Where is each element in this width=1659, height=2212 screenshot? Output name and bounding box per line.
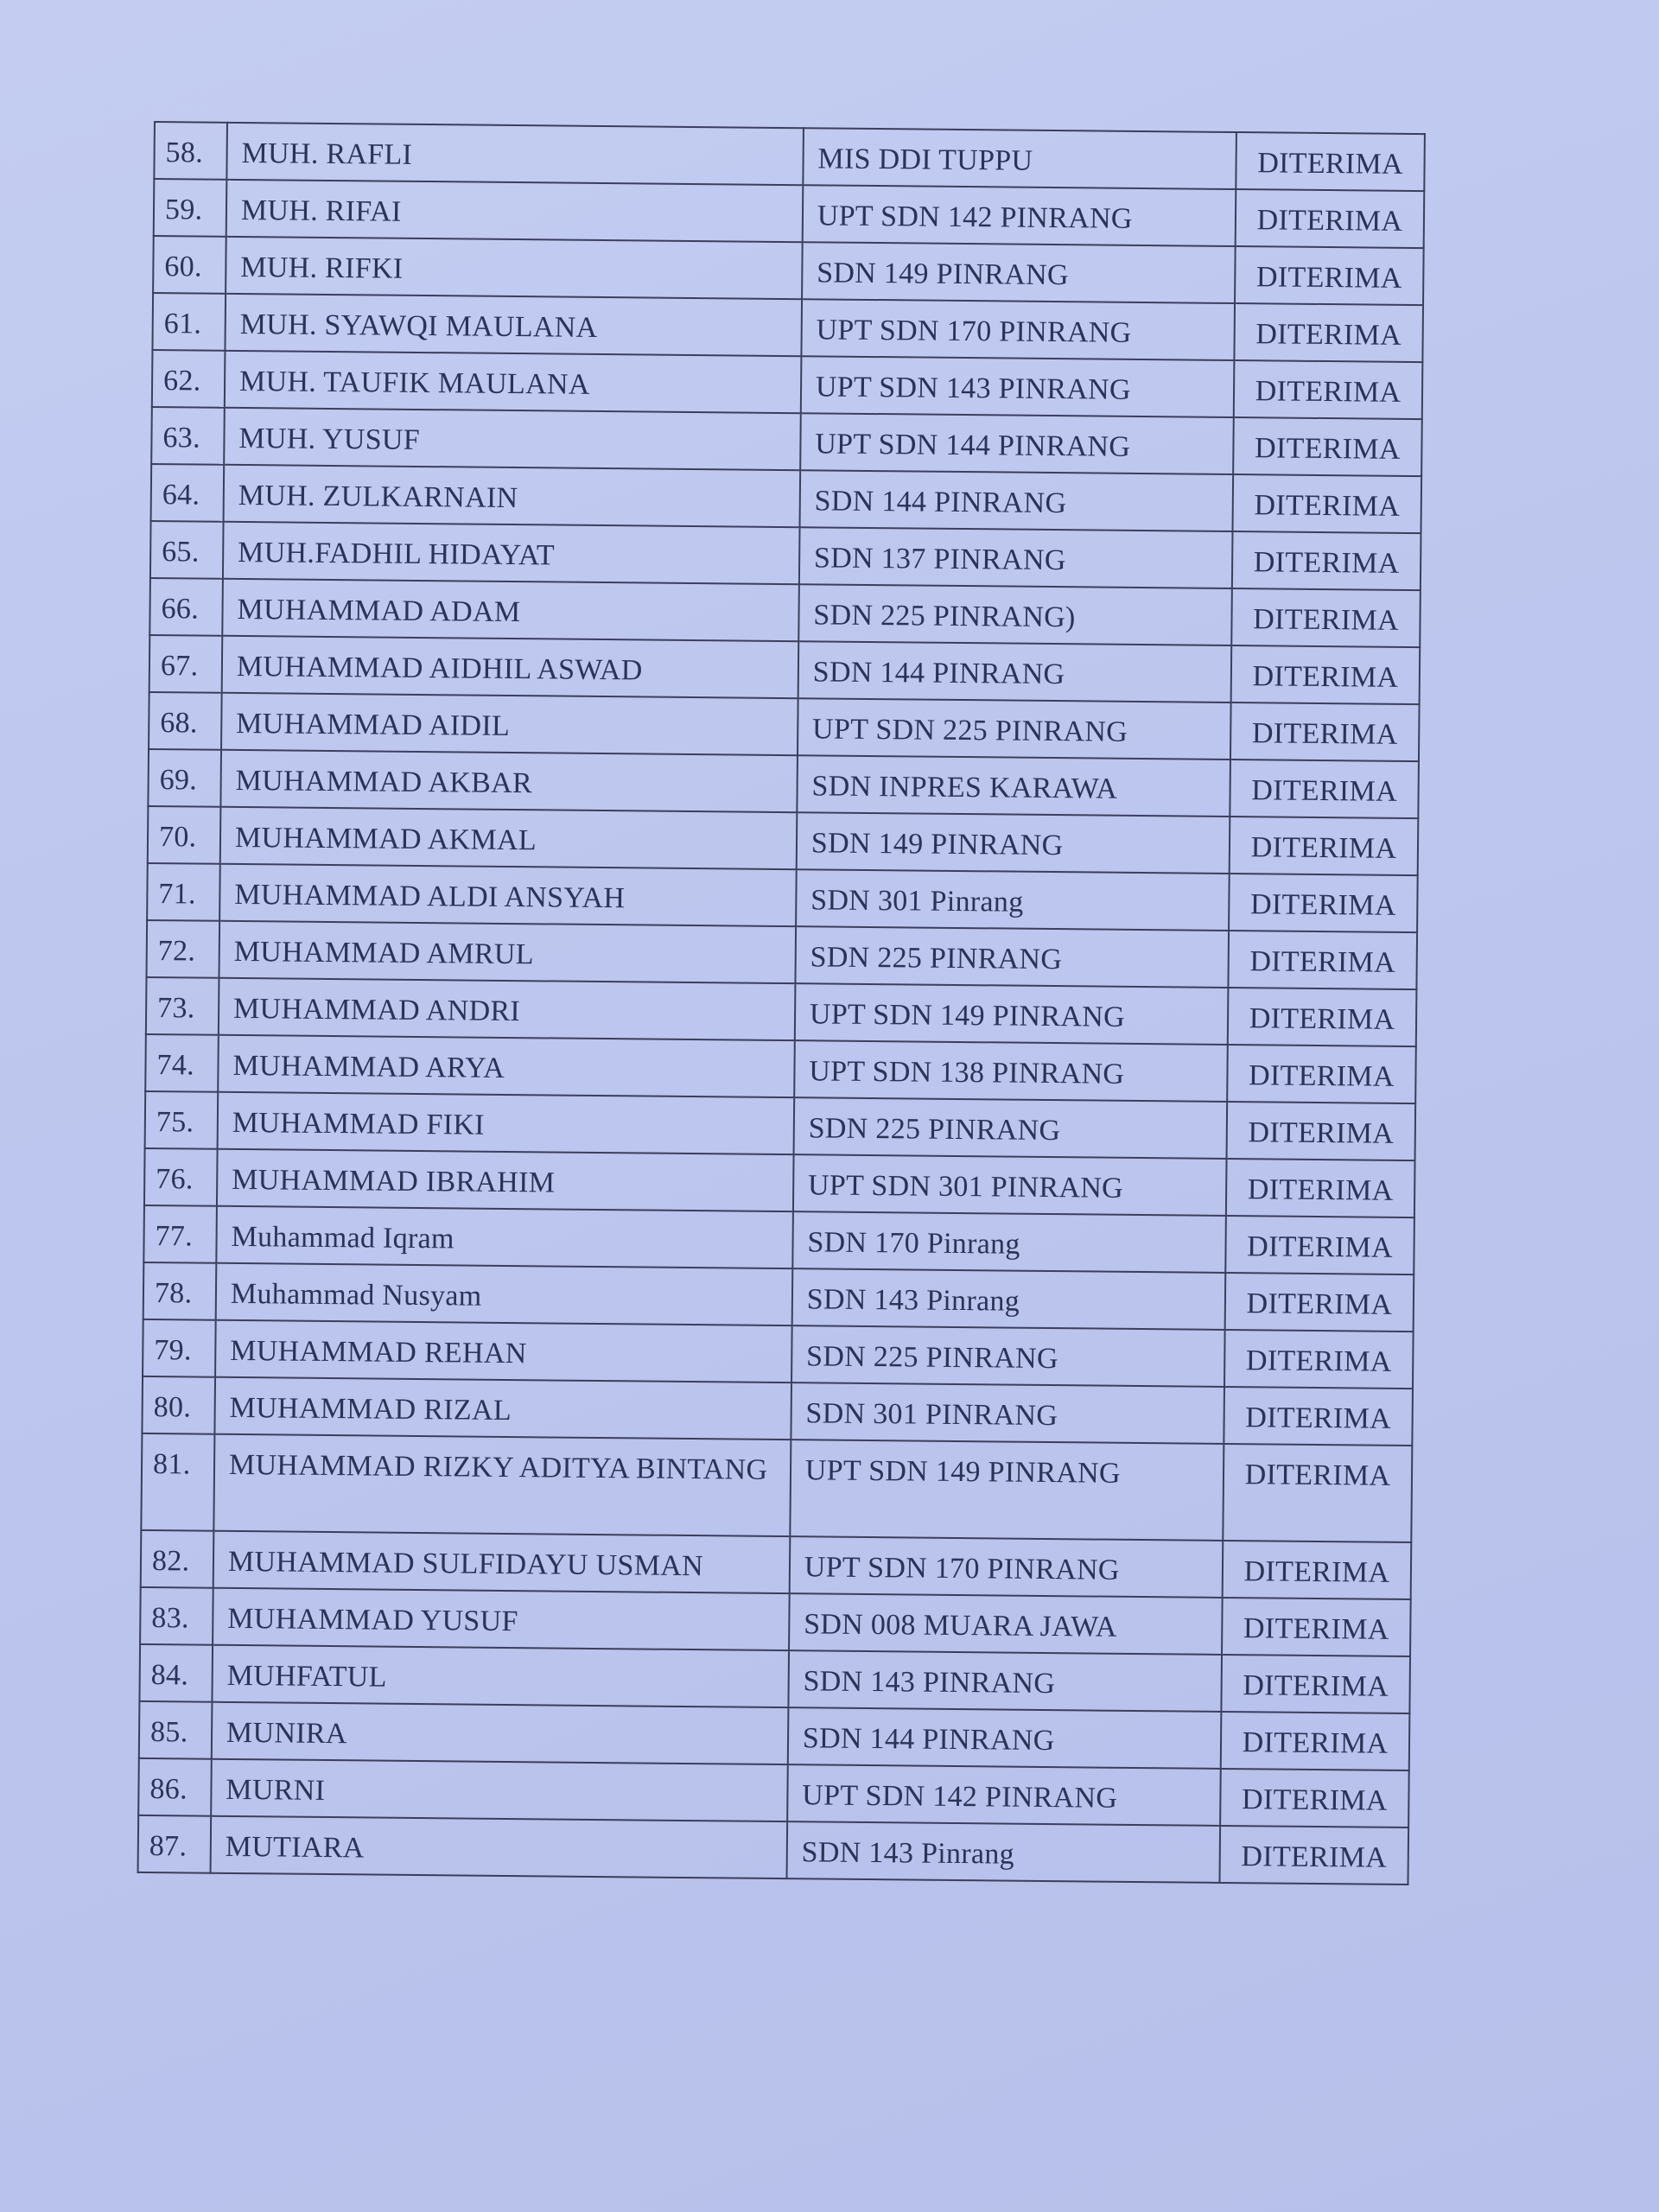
student-name: MUH. YUSUF — [224, 408, 801, 470]
status-cell: DITERIMA — [1224, 1330, 1414, 1389]
student-name: MUH. SYAWQI MAULANA — [225, 294, 802, 356]
status-cell: DITERIMA — [1223, 1541, 1412, 1599]
row-number: 64. — [151, 464, 225, 522]
row-number: 69. — [148, 749, 221, 807]
student-name: MUHAMMAD IBRAHIM — [217, 1149, 794, 1211]
student-name: MUHFATUL — [212, 1645, 789, 1707]
school-name: SDN 144 PINRANG — [788, 1707, 1222, 1769]
school-name: SDN 301 Pinrang — [796, 869, 1230, 931]
row-number: 60. — [153, 236, 226, 294]
status-cell: DITERIMA — [1230, 817, 1419, 875]
status-cell: DITERIMA — [1221, 1712, 1410, 1770]
row-number: 72. — [146, 920, 219, 978]
row-number: 66. — [149, 578, 223, 636]
school-name: SDN 143 Pinrang — [791, 1268, 1225, 1330]
status-cell: DITERIMA — [1222, 1598, 1411, 1656]
student-name: MUHAMMAD AMRUL — [219, 921, 796, 983]
status-cell: DITERIMA — [1220, 1826, 1409, 1885]
row-number: 79. — [143, 1319, 216, 1377]
school-name: SDN 143 Pinrang — [786, 1821, 1220, 1883]
student-name: MUH. RIFKI — [226, 237, 803, 299]
status-cell: DITERIMA — [1229, 874, 1418, 932]
row-number: 59. — [154, 179, 227, 237]
student-name: MUNIRA — [212, 1702, 789, 1764]
status-cell: DITERIMA — [1230, 760, 1419, 818]
student-name: Muhammad Nusyam — [216, 1263, 793, 1325]
row-number: 61. — [152, 293, 226, 351]
status-cell: DITERIMA — [1233, 474, 1422, 533]
row-number: 80. — [142, 1376, 215, 1434]
school-name: SDN 143 PINRANG — [788, 1650, 1222, 1712]
school-name: SDN 008 MUARA JAWA — [789, 1593, 1223, 1655]
student-name: MUHAMMAD ARYA — [218, 1035, 795, 1097]
row-number: 76. — [144, 1148, 218, 1206]
school-name: SDN 225 PINRANG) — [798, 584, 1232, 645]
row-number: 70. — [148, 806, 221, 864]
student-name: MUHAMMAD RIZAL — [214, 1377, 791, 1440]
row-number: 83. — [140, 1587, 213, 1645]
student-name: MUHAMMAD AIDIL — [221, 693, 798, 755]
school-name: SDN 225 PINRANG — [793, 1097, 1227, 1159]
row-number: 85. — [139, 1701, 213, 1759]
row-number: 63. — [151, 407, 225, 465]
school-name: UPT SDN 142 PINRANG — [787, 1764, 1221, 1826]
row-number: 71. — [147, 863, 220, 921]
school-name: UPT SDN 149 PINRANG — [795, 983, 1229, 1045]
student-name: MUHAMMAD ADAM — [222, 579, 799, 641]
student-name: MUHAMMAD ANDRI — [219, 978, 796, 1040]
table-row — [138, 1815, 1409, 1885]
student-name: MUHAMMAD AKBAR — [220, 750, 798, 812]
student-name: MUHAMMAD RIZKY ADITYA BINTANG — [213, 1434, 791, 1536]
row-number: 58. — [154, 122, 227, 180]
school-name: UPT SDN 142 PINRANG — [803, 185, 1236, 246]
student-name: MUHAMMAD FIKI — [218, 1092, 795, 1154]
student-name: Muhammad Iqram — [216, 1206, 793, 1268]
status-cell: DITERIMA — [1221, 1655, 1410, 1713]
student-name: MUH. TAUFIK MAULANA — [225, 351, 802, 413]
status-cell: DITERIMA — [1227, 1045, 1416, 1103]
school-name: UPT SDN 301 PINRANG — [793, 1154, 1227, 1216]
status-cell: DITERIMA — [1226, 1159, 1415, 1217]
status-cell: DITERIMA — [1225, 1273, 1414, 1332]
school-name: UPT SDN 138 PINRANG — [794, 1040, 1228, 1102]
student-name: MUH. RIFAI — [226, 180, 804, 242]
row-number: 74. — [145, 1034, 219, 1092]
status-cell: DITERIMA — [1228, 931, 1417, 989]
status-cell: DITERIMA — [1227, 1102, 1416, 1160]
student-name: MUH. RAFLI — [226, 123, 804, 185]
school-name: UPT SDN 149 PINRANG — [790, 1440, 1224, 1541]
row-number: 81. — [141, 1433, 214, 1531]
status-cell: DITERIMA — [1228, 988, 1417, 1046]
school-name: SDN 137 PINRANG — [799, 527, 1233, 588]
student-name: MUH. ZULKARNAIN — [223, 465, 800, 527]
row-number: 78. — [143, 1262, 217, 1320]
student-name: MUTIARA — [210, 1816, 787, 1878]
status-cell: DITERIMA — [1231, 645, 1421, 704]
school-name: SDN 170 Pinrang — [792, 1211, 1226, 1273]
status-cell: DITERIMA — [1231, 588, 1421, 647]
student-name: MUH.FADHIL HIDAYAT — [223, 522, 800, 584]
student-name: MUHAMMAD YUSUF — [213, 1588, 790, 1650]
row-number: 77. — [143, 1205, 217, 1263]
row-number: 87. — [138, 1815, 212, 1873]
school-name: SDN 225 PINRANG — [791, 1325, 1225, 1387]
student-name: MUHAMMAD REHAN — [215, 1320, 792, 1382]
school-name: UPT SDN 170 PINRANG — [801, 299, 1235, 360]
student-name: MUHAMMAD AKMAL — [220, 807, 798, 869]
school-name: UPT SDN 143 PINRANG — [801, 356, 1235, 417]
status-cell: DITERIMA — [1232, 531, 1421, 590]
school-name: SDN 149 PINRANG — [797, 812, 1230, 874]
student-name: MUHAMMAD AIDHIL ASWAD — [222, 636, 799, 698]
school-name: SDN 144 PINRANG — [799, 470, 1233, 531]
school-name: SDN INPRES KARAWA — [797, 755, 1230, 817]
status-cell: DITERIMA — [1223, 1444, 1412, 1542]
row-number: 68. — [149, 692, 222, 750]
student-name: MUHAMMAD ALDI ANSYAH — [219, 864, 797, 926]
row-number: 75. — [145, 1091, 219, 1149]
school-name: SDN 225 PINRANG — [795, 926, 1229, 988]
status-cell: DITERIMA — [1236, 132, 1425, 191]
status-cell: DITERIMA — [1225, 1216, 1414, 1274]
status-cell: DITERIMA — [1233, 417, 1422, 476]
student-name: MURNI — [211, 1759, 788, 1821]
school-name: MIS DDI TUPPU — [803, 128, 1236, 189]
row-number: 73. — [146, 977, 219, 1035]
row-number: 86. — [138, 1758, 212, 1816]
status-cell: DITERIMA — [1224, 1387, 1413, 1446]
status-cell: DITERIMA — [1234, 303, 1423, 362]
status-cell: DITERIMA — [1235, 246, 1424, 305]
school-name: SDN 149 PINRANG — [802, 242, 1236, 303]
status-cell: DITERIMA — [1236, 189, 1425, 248]
school-name: SDN 144 PINRANG — [798, 641, 1231, 702]
school-name: UPT SDN 225 PINRANG — [798, 698, 1231, 760]
row-number: 84. — [139, 1644, 213, 1702]
school-name: SDN 301 PINRANG — [791, 1382, 1224, 1444]
table-row — [141, 1433, 1412, 1542]
row-number: 65. — [150, 521, 224, 579]
row-number: 67. — [149, 635, 223, 693]
row-number: 82. — [141, 1530, 214, 1588]
status-cell: DITERIMA — [1234, 360, 1423, 419]
row-number: 62. — [152, 350, 226, 408]
student-name: MUHAMMAD SULFIDAYU USMAN — [213, 1531, 791, 1593]
status-cell: DITERIMA — [1230, 702, 1420, 761]
school-name: UPT SDN 170 PINRANG — [790, 1536, 1224, 1598]
status-cell: DITERIMA — [1220, 1769, 1409, 1827]
results-table — [137, 121, 1426, 1885]
school-name: UPT SDN 144 PINRANG — [800, 413, 1234, 474]
